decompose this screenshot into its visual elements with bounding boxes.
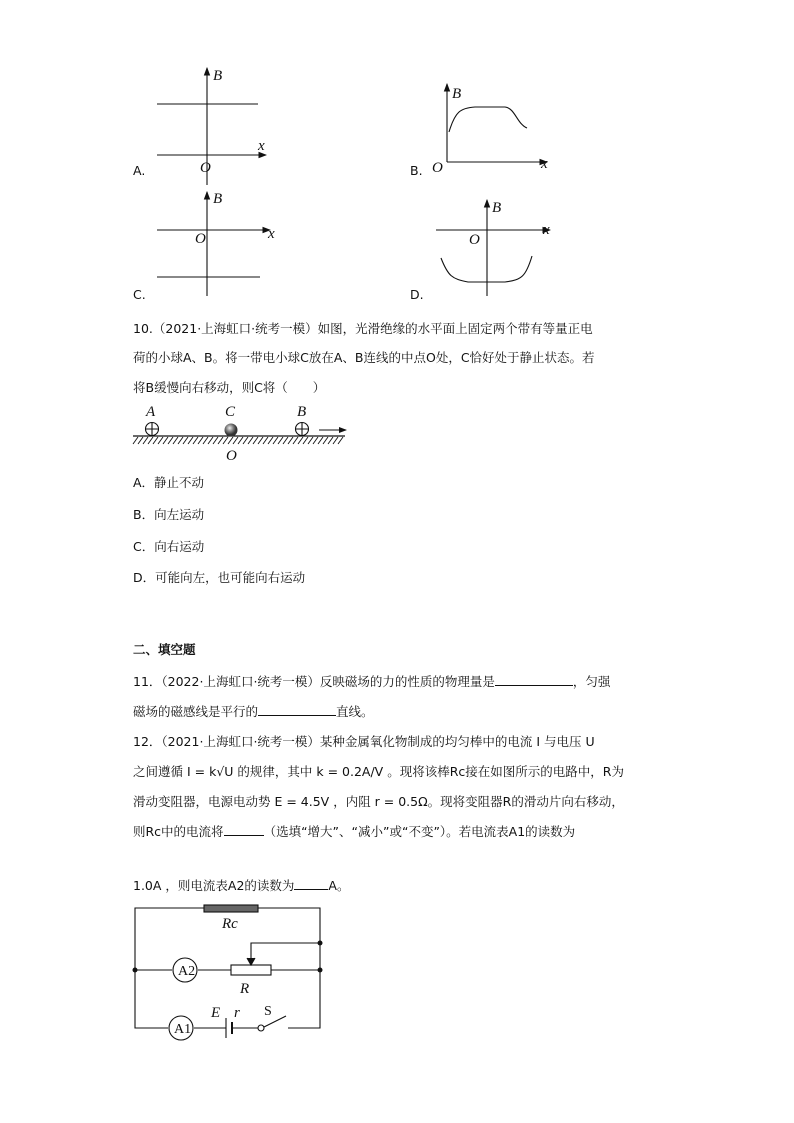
q9-option-b: B. [410,163,423,178]
q10-option-a: A．静止不动 [133,475,205,490]
svg-text:O: O [226,448,237,464]
q10-line3: 将B缓慢向右移动，则C将（ ） [133,380,326,395]
q12-line5: 1.0A ，则电流表A2的读数为 A。 [133,878,350,893]
q12-line2: 之间遵循 I = k√U 的规律，其中 k = 0.2A/V 。现将该棒Rc接在如图所示的电路中，R为 [133,764,624,779]
svg-text:O: O [432,160,443,176]
q11-line1: 11．（2022·上海虹口·统考一模）反映磁场的力的性质的物理量是 ，匀强 [133,674,611,689]
q12-blank-1[interactable] [224,823,264,836]
q11-blank-2[interactable] [258,703,336,716]
q12-line1: 12．（2021·上海虹口·统考一模）某种金属氧化物制成的均匀棒中的电流 I 与电压 U [133,734,595,749]
svg-text:B: B [452,86,462,102]
graph-c [157,192,270,296]
section-heading: 二、填空题 [133,642,196,657]
q10-line1: 10.（2021·上海虹口·统考一模）如图，光滑绝缘的水平面上固定两个带有等量正电 [133,321,593,336]
q9-option-c: C. [133,287,146,302]
graph-a [157,68,266,185]
q12-line4: 则Rc中的电流将 （选填“增大”、“减小”或“不变”）。若电流表A1的读数为 [133,824,576,839]
q9-option-d: D. [410,287,424,302]
q10-figure [133,423,346,445]
q9-option-a: A. [133,163,146,178]
svg-text:x: x [543,222,550,238]
svg-text:O: O [469,232,480,248]
svg-text:A2: A2 [178,964,196,979]
svg-text:R: R [240,981,250,997]
q10-option-d: D．可能向左，也可能向右运动 [133,570,306,585]
q10-line2: 荷的小球A、B。将一带电小球C放在A、B连线的中点O处，C恰好处于静止状态。若 [133,350,595,365]
svg-text:S: S [264,1004,272,1019]
q10-option-b: B．向左运动 [133,507,205,522]
svg-text:C: C [225,404,236,420]
svg-text:B: B [213,191,223,207]
svg-text:x: x [268,226,275,242]
svg-text:O: O [200,160,211,176]
svg-text:A1: A1 [174,1022,192,1037]
svg-text:x: x [541,156,548,172]
svg-text:r: r [234,1005,240,1021]
svg-text:O: O [195,231,206,247]
svg-text:Rc: Rc [222,916,238,932]
svg-text:E: E [211,1005,221,1021]
svg-text:A: A [146,404,156,420]
q12-line3: 滑动变阻器，电源电动势 E = 4.5V ，内阻 r = 0.5Ω。现将变阻器R的滑动片向右移动， [133,794,624,809]
q11-blank-1[interactable] [495,673,573,686]
svg-text:x: x [258,138,265,154]
graph-b [447,84,547,162]
q12-blank-2[interactable] [294,877,328,890]
svg-text:B: B [213,68,223,84]
svg-text:B: B [297,404,307,420]
q10-option-c: C．向右运动 [133,539,205,554]
q11-line2: 磁场的磁感线是平行的 直线。 [133,704,374,719]
svg-text:B: B [492,200,502,216]
